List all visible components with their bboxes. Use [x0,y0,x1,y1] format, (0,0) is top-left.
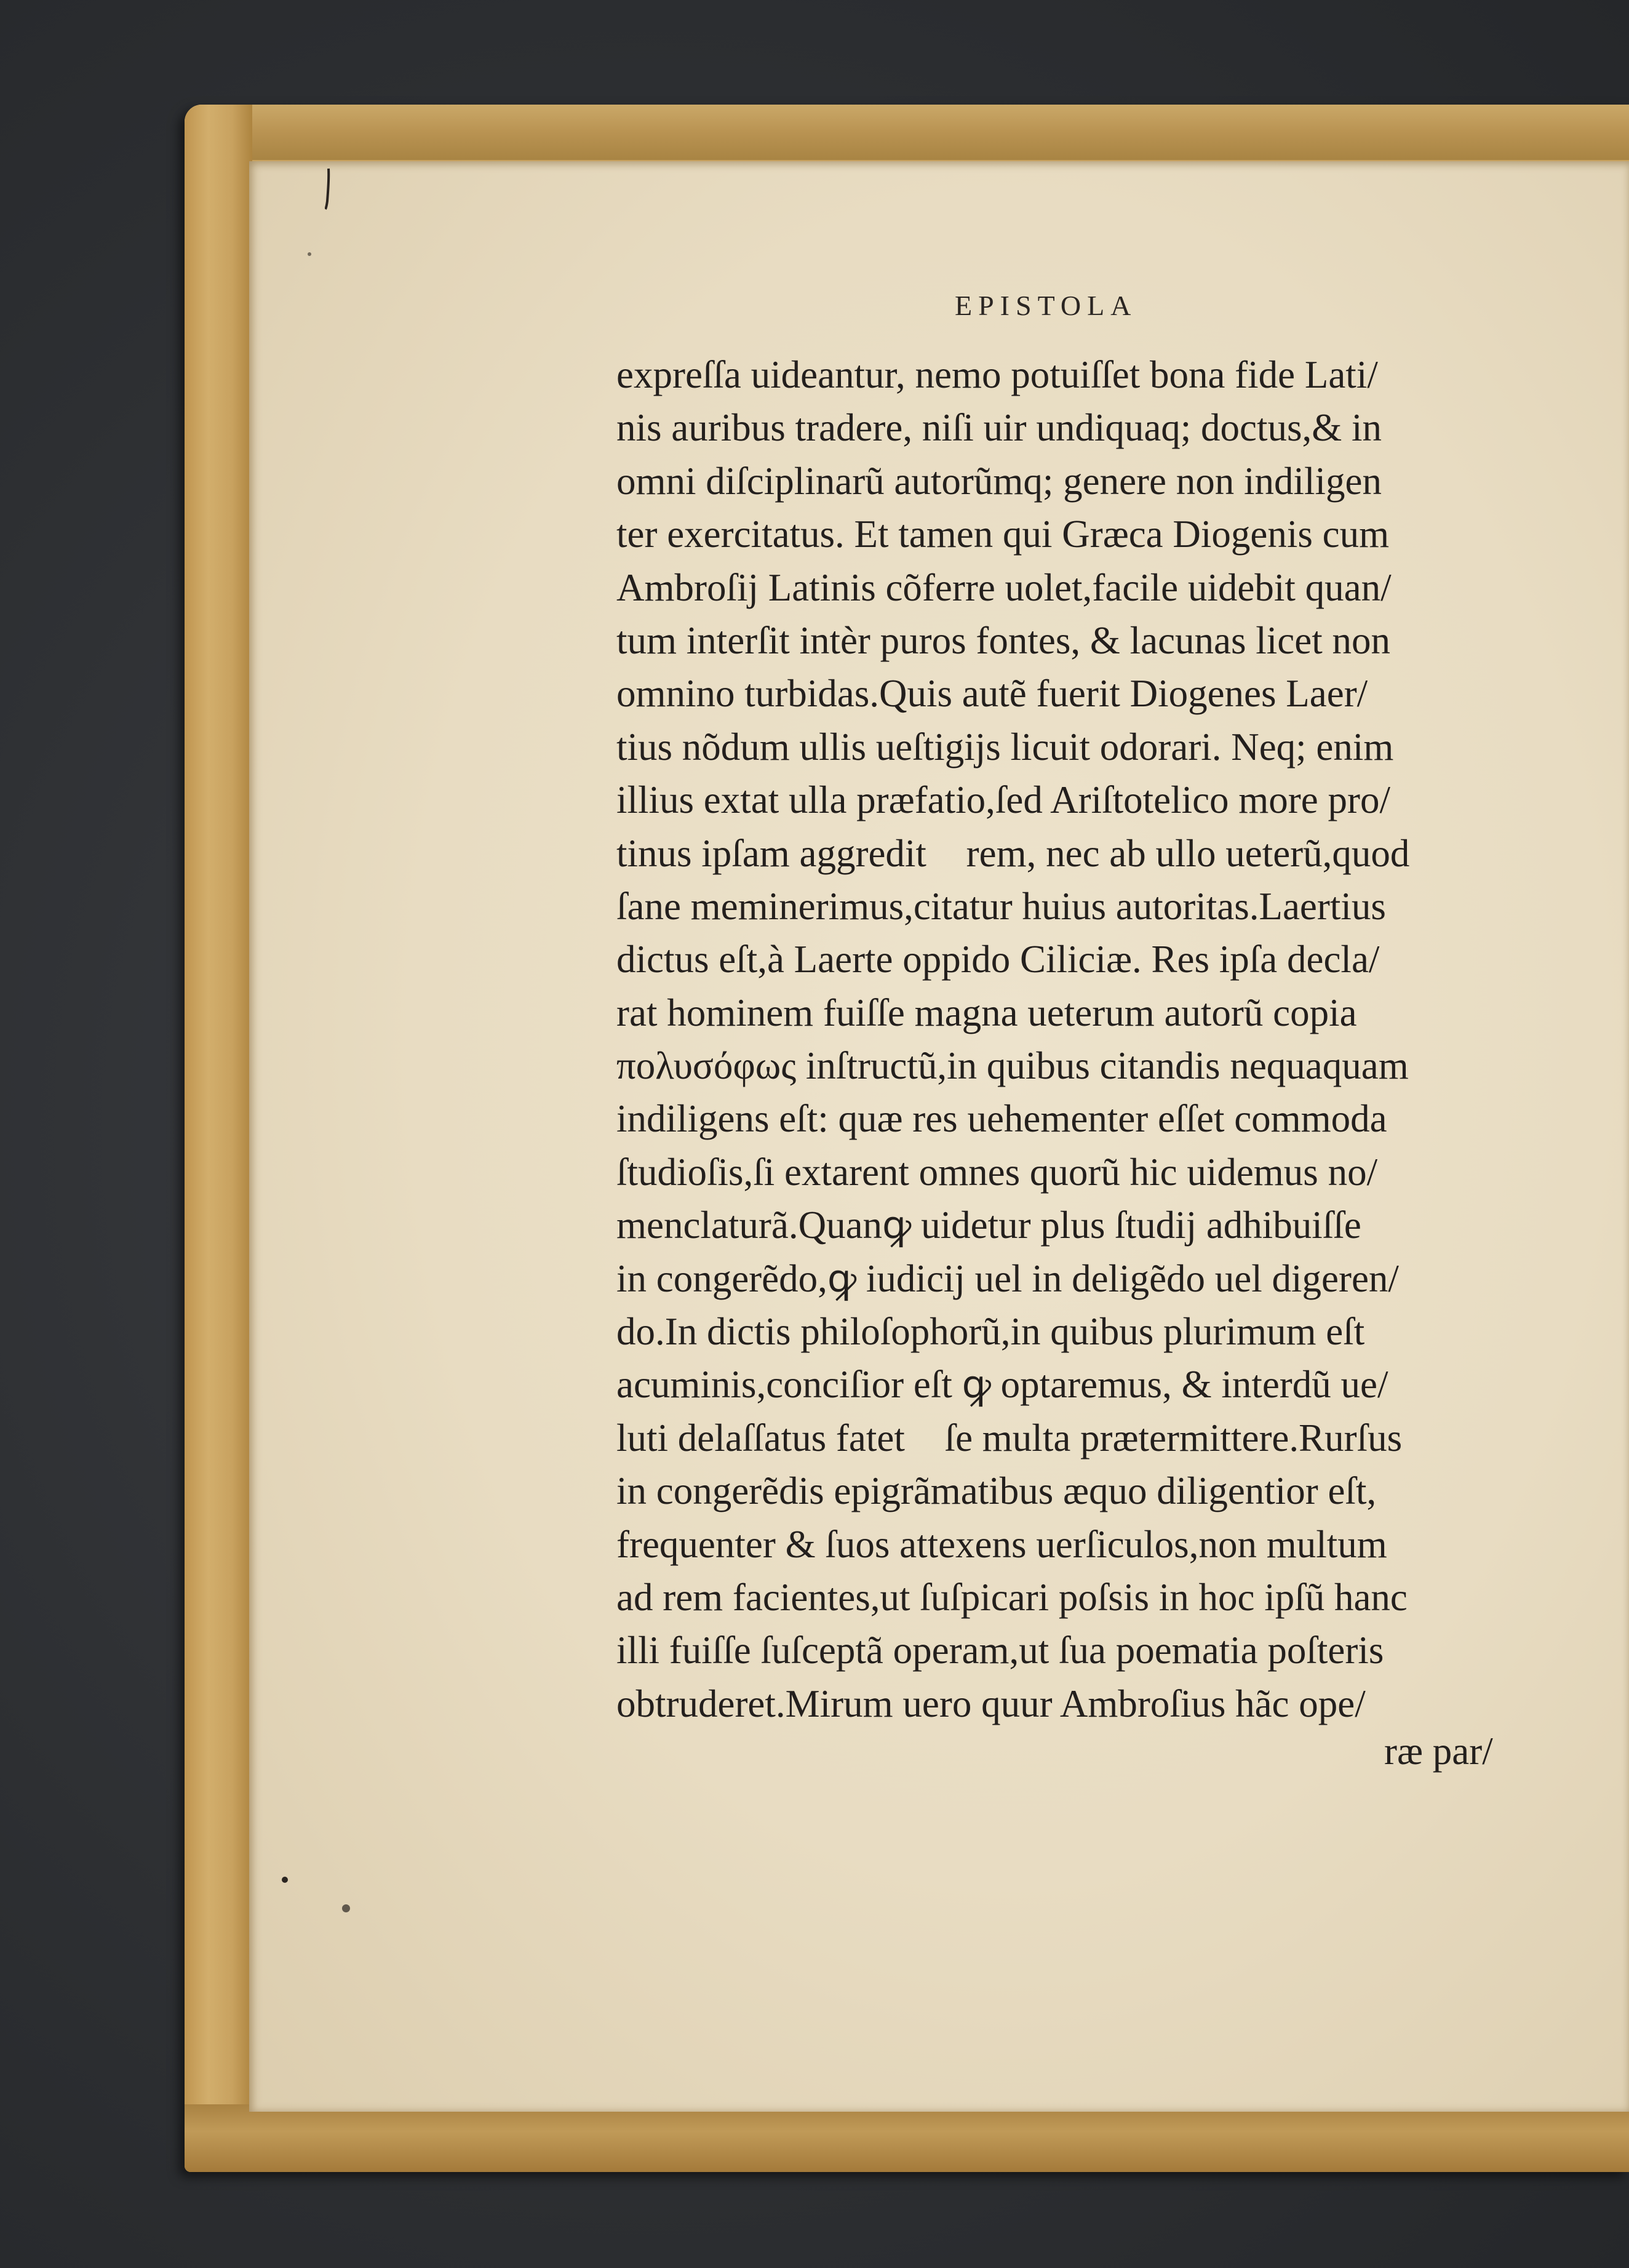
text-line: illius extat ulla præfatio,ſed Ariſtotelico more pro/ [616,778,1390,822]
cover-edge-top [185,105,1629,160]
text-line: in congerẽdis epigrãmatibus æquo diligentior eſt, [616,1469,1377,1513]
text-line: ſtudioſis,ſi extarent omnes quorũ hic uidemus no/ [616,1150,1378,1194]
text-line: illi fuiſſe ſuſceptã operam,ut ſua poematia poſteris [616,1629,1384,1672]
cover-edge-bottom [185,2104,1629,2172]
text-line: tinus ipſam aggredit᷑ rem, nec ab ullo ueterũ,quod [616,831,1410,875]
text-line: rat hominem fuiſſe magna ueterum autorũ copia [616,991,1357,1034]
text-line: omni diſciplinarũ autorũmq; genere non indiligen [616,459,1382,503]
text-line: in congerẽdo,ꝙ iudicij uel in deligẽdo uel digeren/ [616,1256,1399,1300]
text-line: πολυσόφως inſtructũ,in quibus citandis nequaquam [616,1044,1409,1088]
text-line: ad rem facientes,ut ſuſpicari poſsis in hoc ipſũ hanc [616,1575,1408,1619]
text-line: ſane meminerimus,citatur huius autoritas.Laertius [616,884,1386,928]
text-line: obtruderet.Mirum uero quur Ambroſius hãc ope/ [616,1682,1366,1725]
text-line: omnino turbidas.Quis autẽ fuerit Diogenes Laer/ [616,672,1368,716]
text-line: frequenter & ſuos attexens uerſiculos,non multum [616,1522,1387,1566]
text-line: tum interſit intèr puros fontes, & lacunas licet non [616,618,1390,662]
catchword: ræ par/ [1384,1730,1493,1773]
text-line: tius nõdum ullis ueſtigijs licuit odorari. Neq; enim [616,725,1394,769]
ink-mark [325,167,332,210]
text-line: ter exercitatus. Et tamen qui Græca Diogenis cum [616,513,1390,556]
text-line: nis auribus tradere, niſi uir undiquaq; doctus,& in [616,406,1382,450]
text-line: indiligens eſt: quæ res uehementer eſſet commoda [616,1097,1387,1141]
ink-speck [282,1877,288,1883]
page-heading: EPISTOLA [955,290,1137,321]
text-line: dictus eſt,à Laerte oppido Ciliciæ. Res ipſa decla/ [616,938,1380,981]
cover-edge-left [185,105,252,2172]
ink-speck [342,1904,350,1912]
text-line: do.In dictis philoſophorũ,in quibus plurimum eſt [616,1310,1365,1354]
ink-speck [308,252,311,256]
body-text [616,348,1521,1730]
text-line: expreſſa uideantur, nemo potuiſſet bona fide Lati/ [616,353,1378,396]
text-line: menclaturã.Quanꝙ uidetur plus ſtudij adhibuiſſe [616,1204,1361,1247]
text-line: Ambroſij Latinis cõferre uolet,facile uidebit quan/ [616,565,1392,609]
text-line: acuminis,conciſior eſt ꝙ optaremus, & interdũ ue/ [616,1363,1388,1407]
text-line: luti delaſſatus fatet᷑ ſe multa prætermittere.Rurſus [616,1416,1403,1459]
